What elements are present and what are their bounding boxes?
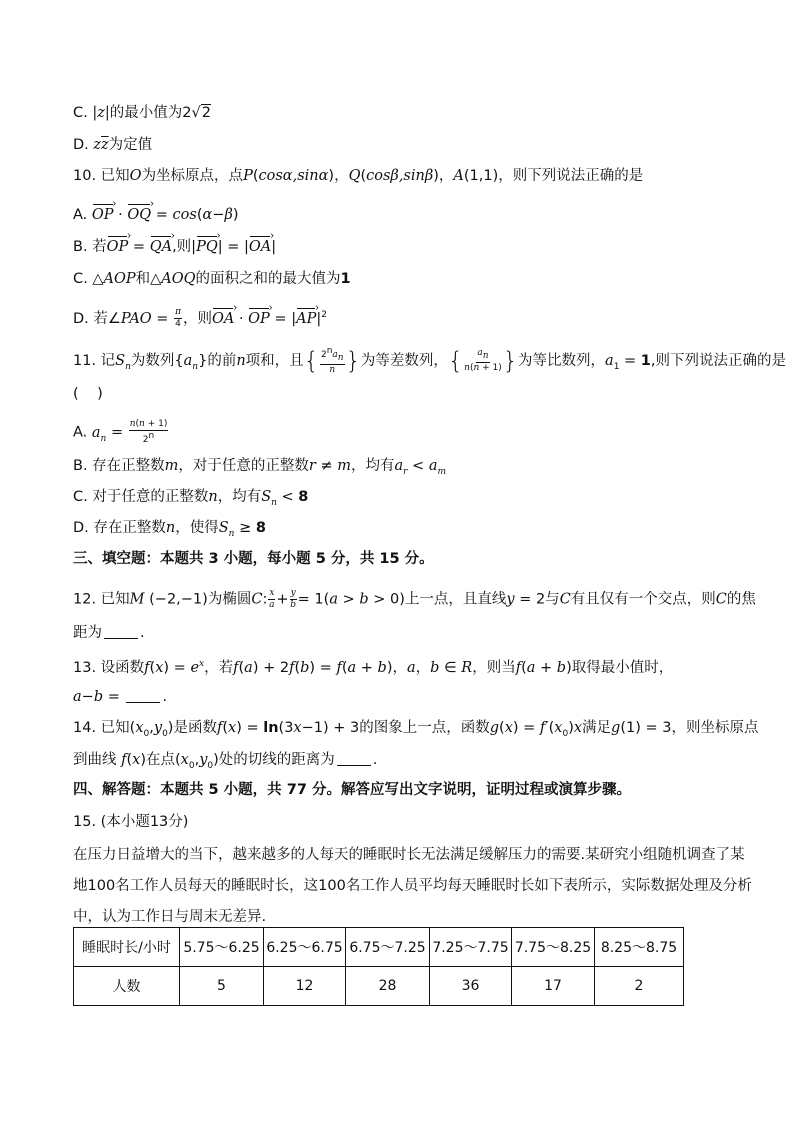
table-row [74, 967, 684, 1006]
q12-line2: 距为 . [73, 625, 145, 641]
table-cell: 17 [512, 967, 595, 1006]
table-cell: 36 [430, 967, 512, 1006]
q15-paragraph-line3: 中，认为工作日与周末无差异. [73, 909, 267, 925]
table-header-row [74, 928, 684, 967]
table-cell: 28 [346, 967, 430, 1006]
q15-paragraph-line2: 地100名工作人员每天的睡眠时长，这100名工作人员平均每天睡眠时长如下表所示，实际数据处理及分析 [73, 878, 752, 894]
q11-option-c: C. 对于任意的正整数n，均有$S_n < 8$ [73, 489, 309, 508]
q14-line2: 到曲线 f(x)在点$(x_0,y_0)$处的切线的距离为 . [73, 752, 378, 771]
q14-answer-blank[interactable] [337, 765, 371, 766]
sleep-duration-table [73, 927, 684, 1006]
q11-stem: 11. 记$S_n$为数列$\{a_n\}$的前n项和，且{ $\frac{2^na_n}{n}$ }为等差数列，{ $\frac{a_n}{n(n + 1)}$ }为等比数列，$a_1 = 1$,则下列说法正确的是 [73, 346, 786, 375]
q13-line1: 13. 设函数$f(x) = e^x$，若f(a) + 2f(b) = f(a + b)，a，b ∈ R，则当f(a + b)取得最小值时， [73, 659, 674, 676]
q10-stem: 10. 已知O为坐标原点，点P(cosα,sinα)，Q(cosβ,sinβ)，A(1,1)，则下列说法正确的是 [73, 168, 644, 184]
q15-title: 15. (本小题13分) [73, 814, 189, 830]
table-header-cell: 6.25～6.75 [264, 928, 346, 967]
table-header-cell: 8.25～8.75 [595, 928, 684, 967]
table-header-cell: 7.75～8.25 [512, 928, 595, 967]
q10-option-c: C. △AOP和△AOQ的面积之和的最大值为1 [73, 271, 351, 287]
table-cell: 5 [180, 967, 264, 1006]
table-row-label: 人数 [74, 967, 180, 1006]
table-header-cell: 7.25～7.75 [430, 928, 512, 967]
q11-option-d: D. 存在正整数n，使得$S_n \ge 8$ [73, 520, 266, 539]
q10-option-d: D. 若∠PAO = $\frac{\pi}{4}$ ，则OA › · OP › = |AP $›|^2$ [73, 306, 327, 330]
q9-option-c: C. |z|的最小值为2√2 [73, 105, 211, 121]
q13-line2: a−b = . [73, 689, 168, 705]
q15-paragraph-line1: 在压力日益增大的当下，越来越多的人每天的睡眠时长无法满足缓解压力的需要.某研究小组随机调查了某 [73, 847, 745, 863]
q13-answer-blank[interactable] [126, 702, 160, 703]
q14-line1: 14. 已知$(x_0,y_0)$是函数f(x) = ln(3x−1) + 3的图象上一点，函数$g(x) = f'(x_0)x$满足g(1) = 3，则坐标原点 [73, 720, 759, 739]
q12-answer-blank[interactable] [104, 638, 138, 639]
section-3-heading: 三、填空题：本题共 3 小题，每小题 5 分，共 15 分。 [73, 551, 434, 567]
q12-line1: 12. 已知M (−2,−1)为椭圆C: $\frac{x}{a}$ + $\frac{y}{b}$ = 1(a > b > 0)上一点，且直线y = 2与C有且仅有一个交点，则C的焦 [73, 588, 756, 610]
q9-option-d: D. $z\overline{z}$为定值 [73, 137, 153, 153]
table-cell: 12 [264, 967, 346, 1006]
section-4-heading: 四、解答题：本题共 5 小题，共 77 分。解答应写出文字说明，证明过程或演算步骤。 [73, 782, 631, 798]
table-header-cell: 6.75～7.25 [346, 928, 430, 967]
q11-option-a: A. $a_n$ = $\frac{n(n + 1)}{2^n}$ [73, 419, 168, 445]
table-header-label: 睡眠时长/小时 [74, 928, 180, 967]
q10-option-b: B. 若OP › = QA ›,则|PQ ›| = |OA ›| [73, 238, 276, 256]
q11-paren: ( ) [73, 386, 103, 402]
q11-option-b: B. 存在正整数m，对于任意的正整数r ≠ m，均有$a_r < a_m$ [73, 458, 447, 477]
q10-option-a: A. OP › · OQ › = cos(α−β) [73, 206, 239, 224]
table-cell: 2 [595, 967, 684, 1006]
table-header-cell: 5.75～6.25 [180, 928, 264, 967]
